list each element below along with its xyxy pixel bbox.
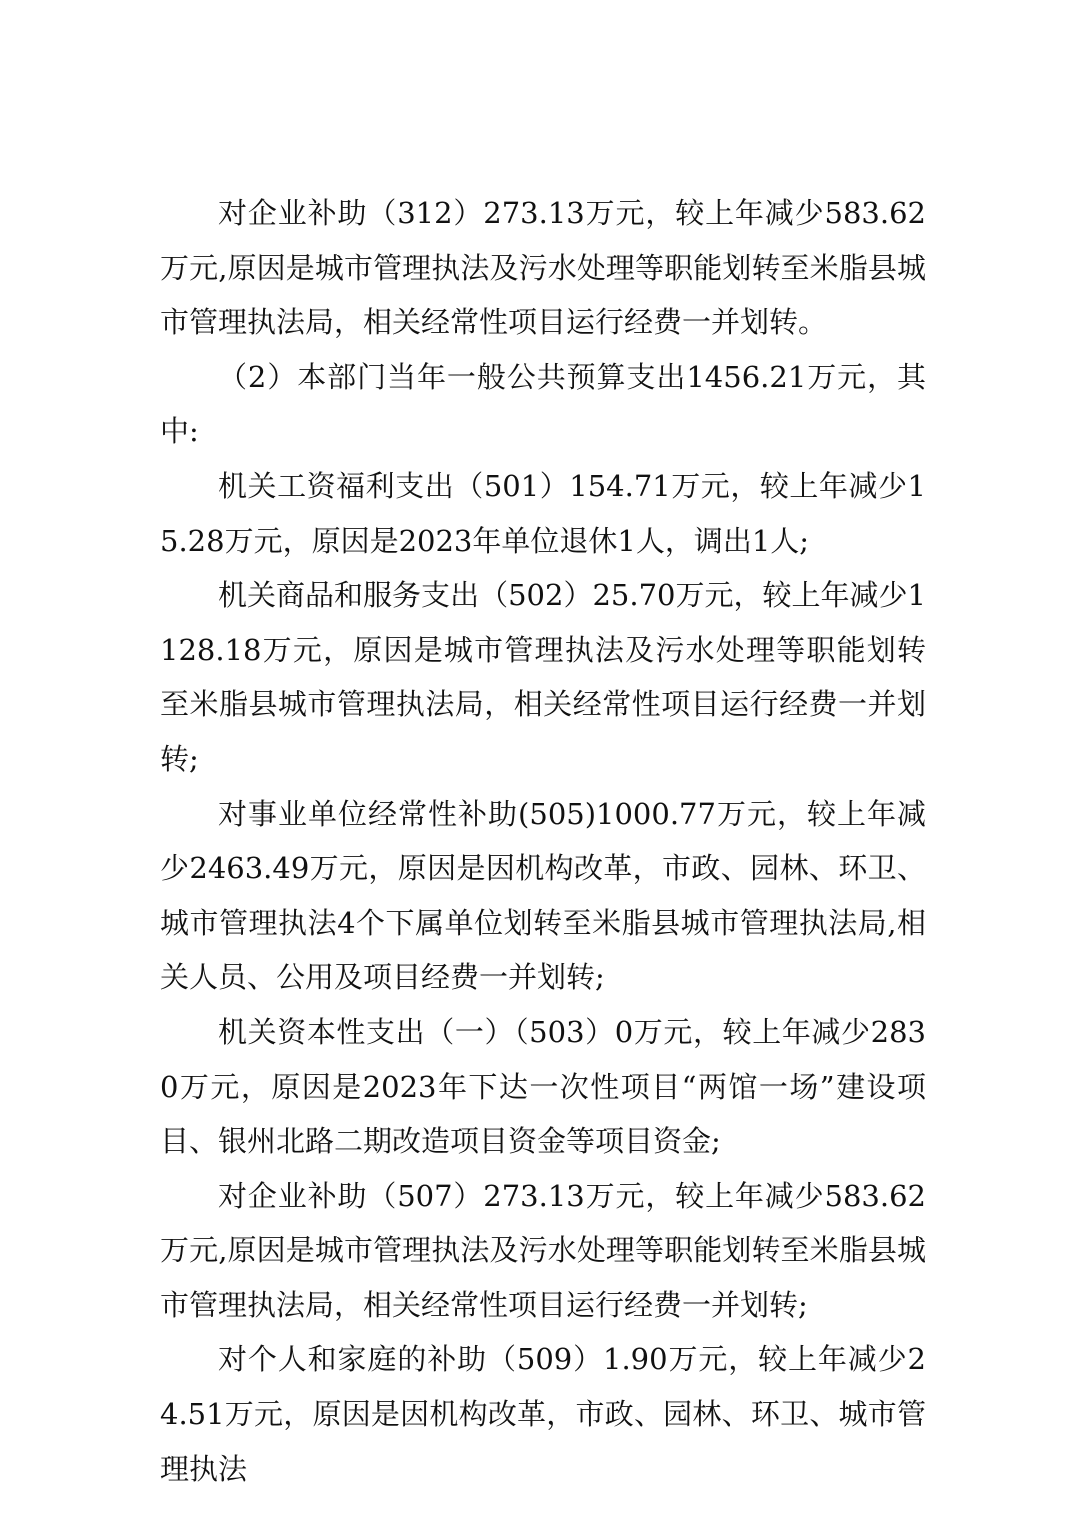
paragraph-household-subsidy-509: 对个人和家庭的补助（509）1.90万元，较上年减少24.51万元，原因是因机构改革，市政、园林、环卫、城市管理执法: [160, 1342, 926, 1486]
paragraph-goods-services-502: 机关商品和服务支出（502）25.70万元，较上年减少1128.18万元，原因是城市管理执法及污水处理等职能划转至米脂县城市管理执法局，相关经常性项目运行经费一并划转;: [160, 578, 926, 776]
paragraph-enterprise-subsidy-507: 对企业补助（507）273.13万元，较上年减少583.62万元,原因是城市管理执法及污水处理等职能划转至米脂县城市管理执法局，相关经常性项目运行经费一并划转;: [160, 1178, 926, 1322]
paragraph-general-budget-expenditure: （2）本部门当年一般公共预算支出1456.21万元，其中:: [160, 359, 926, 449]
paragraph-capital-expenditure-503: 机关资本性支出（一）（503）0万元，较上年减少2830万元，原因是2023年下达一次性项目“两馆一场”建设项目、银州北路二期改造项目资金等项目资金;: [160, 1014, 926, 1159]
paragraph-enterprise-subsidy-312: 对企业补助（312）273.13万元，较上年减少583.62万元,原因是城市管理执法及污水处理等职能划转至米脂县城市管理执法局，相关经常性项目运行经费一并划转。: [160, 196, 926, 340]
paragraph-institution-subsidy-505: 对事业单位经常性补助(505)1000.77万元，较上年减少2463.49万元，原因是因机构改革，市政、园林、环卫、城市管理执法4个下属单位划转至米脂县城市管理执法局,相关人员、公用及项目经费一并划转;: [160, 796, 926, 995]
document-body: [160, 186, 926, 1496]
paragraph-salary-welfare-501: 机关工资福利支出（501）154.71万元，较上年减少15.28万元，原因是2023年单位退休1人，调出1人;: [160, 468, 926, 558]
